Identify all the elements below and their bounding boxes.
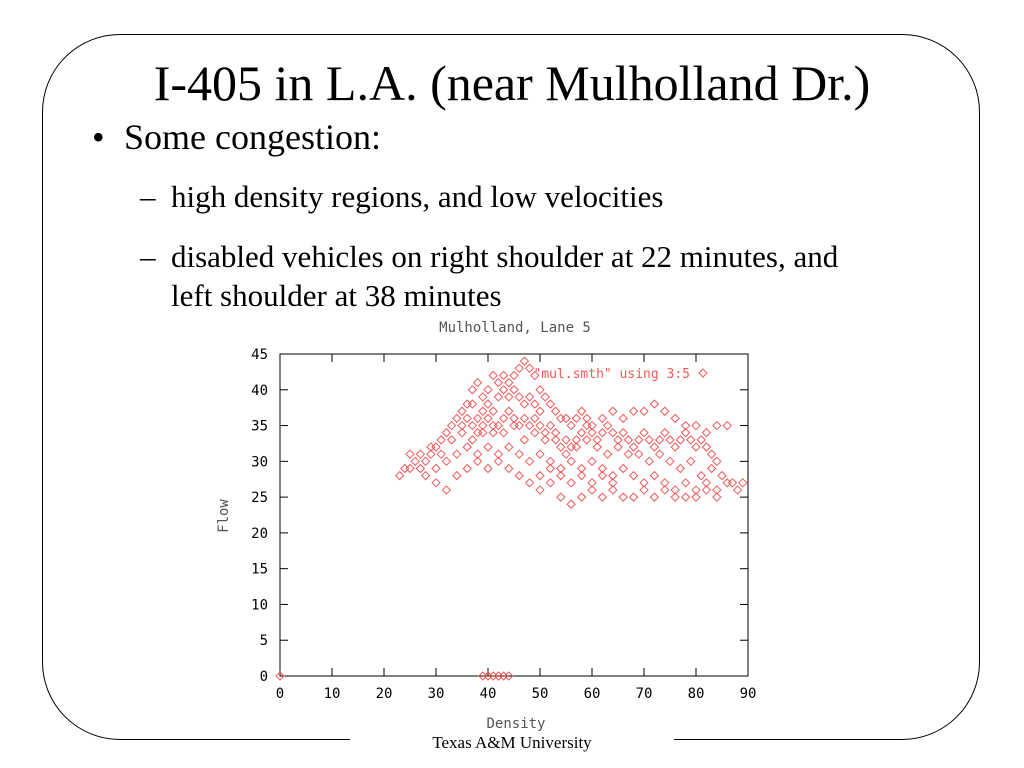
x-tick-label: 30 [427,686,445,702]
x-tick-label: 0 [275,686,285,702]
y-tick-label: 10 [251,597,268,614]
y-tick-label: 0 [259,669,268,685]
x-tick-label: 90 [739,686,757,702]
sub-bullet-text: disabled vehicles on right shoulder at 22 minutes, and left shoulder at 38 minutes [171,239,839,313]
x-tick-label: 50 [531,686,549,702]
x-axis-label: Density [486,716,546,732]
y-axis-label: Flow [216,499,232,533]
dash-glyph: – [140,239,156,274]
sub-bullet-high-density [140,178,851,217]
x-tick-label: 80 [687,686,705,702]
footer-text: Texas A&M University [432,733,592,752]
x-tick-label: 60 [583,686,601,702]
dash-glyph: – [140,179,156,214]
y-tick-label: 40 [251,382,268,399]
y-tick-label: 5 [259,633,268,650]
bullet-glyph: • [92,117,105,157]
legend-label: "mul.smth" using 3:5 [533,367,690,382]
sub-bullet-disabled-vehicles [140,238,851,316]
x-tick-label: 10 [323,686,341,702]
y-tick-label: 45 [251,347,268,363]
y-tick-label: 20 [251,525,268,542]
y-tick-label: 15 [251,561,268,578]
y-tick-label: 30 [251,454,268,471]
x-tick-label: 70 [635,686,653,702]
slide-title: I-405 in L.A. (near Mulholland Dr.) [153,55,871,111]
x-tick-label: 20 [375,686,393,702]
chart-title: Mulholland, Lane 5 [439,320,591,336]
y-tick-label: 25 [251,490,268,507]
y-tick-label: 35 [251,418,268,435]
bullet-text: Some congestion: [124,117,381,157]
sub-bullet-text: high density regions, and low velocities [171,179,664,214]
bullet-some-congestion [92,118,381,158]
x-tick-label: 40 [479,686,497,702]
